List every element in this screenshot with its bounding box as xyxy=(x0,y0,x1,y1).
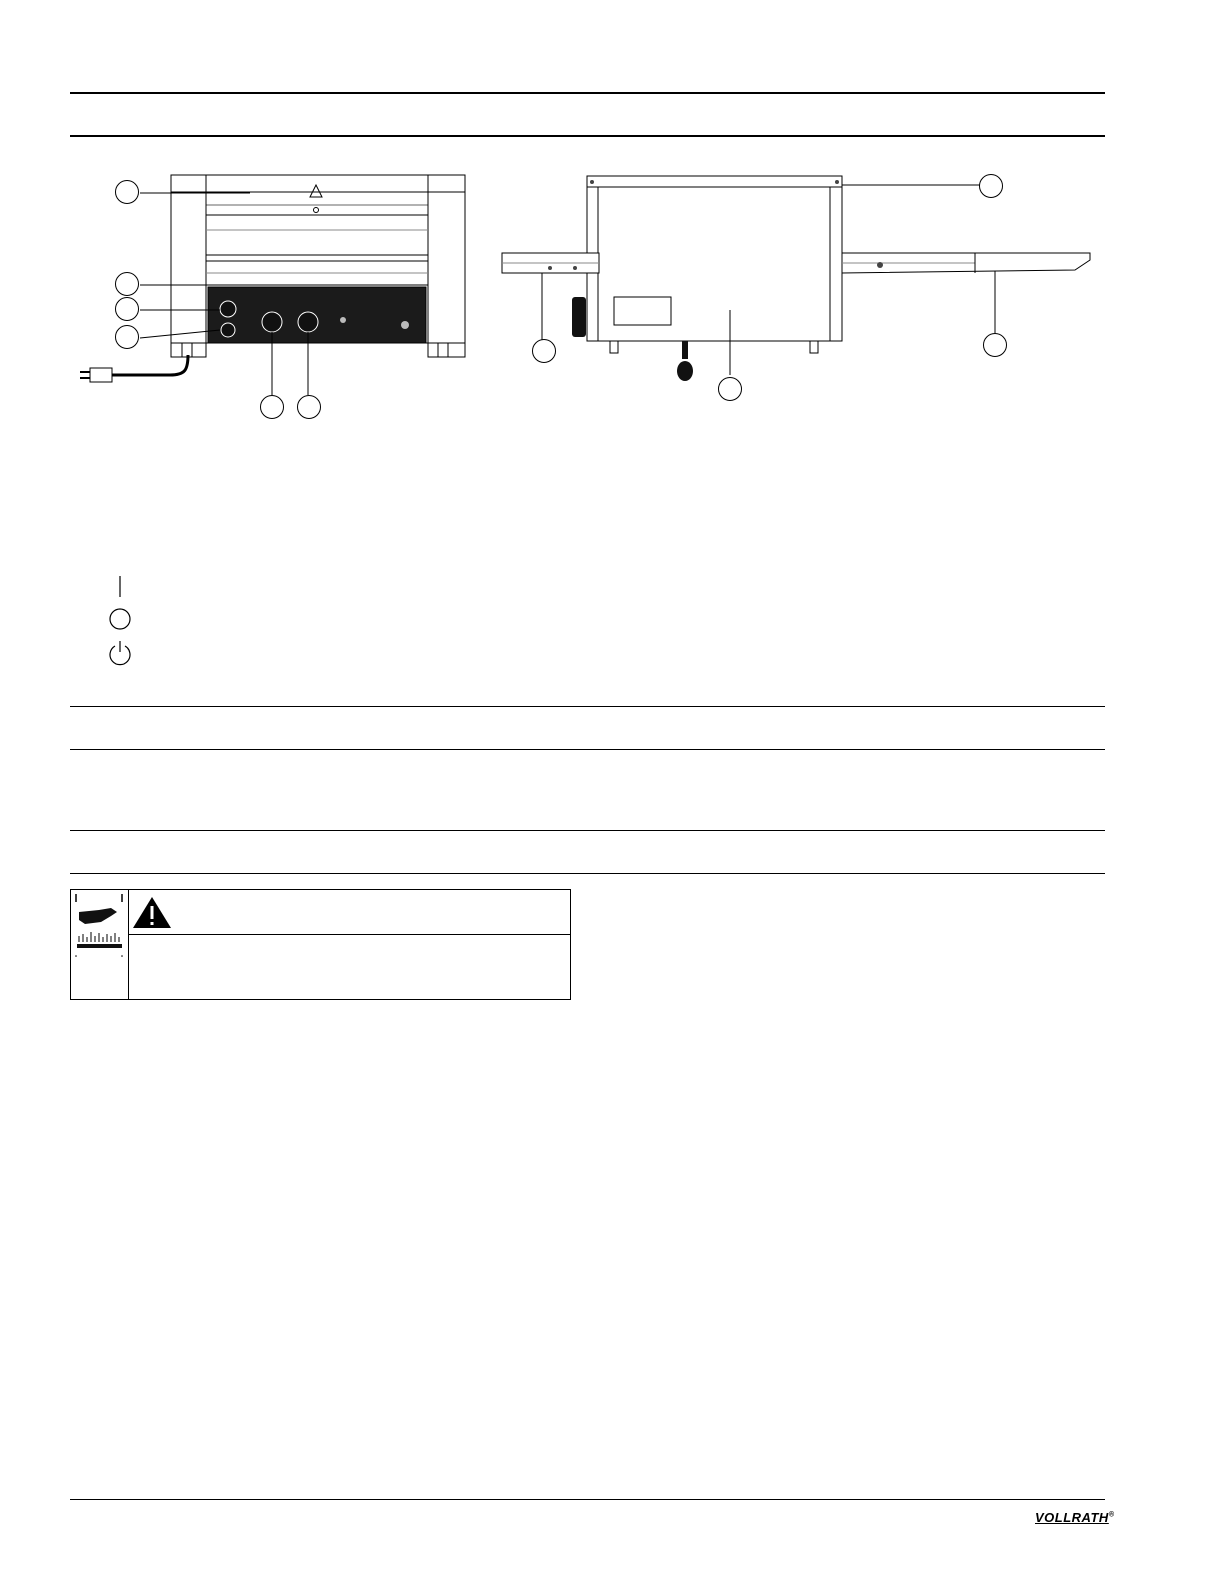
header-rule-top xyxy=(70,92,1105,94)
vollrath-logo: VOLLRATH® xyxy=(1035,1510,1115,1525)
warning-triangle-icon xyxy=(131,895,173,931)
section-rule-1 xyxy=(70,706,1105,707)
side-callout-3 xyxy=(718,377,742,401)
section-rule-4 xyxy=(70,873,1105,874)
side-callout-2 xyxy=(532,339,556,363)
front-callout-5 xyxy=(260,395,284,419)
front-callout-2 xyxy=(115,272,139,296)
warning-header xyxy=(129,890,570,935)
front-callout-3 xyxy=(115,297,139,321)
front-callout-6 xyxy=(297,395,321,419)
off-circle-icon xyxy=(109,608,133,632)
section-rule-3 xyxy=(70,830,1105,831)
header-rule-bottom xyxy=(70,135,1105,137)
warning-box xyxy=(70,889,571,1000)
on-line-icon xyxy=(110,575,130,601)
side-view-illustration xyxy=(490,165,1110,415)
footer-rule xyxy=(70,1499,1105,1500)
hot-surface-hand-icon xyxy=(71,890,127,990)
side-callout-4 xyxy=(983,333,1007,357)
side-callout-1 xyxy=(979,174,1003,198)
section-rule-2 xyxy=(70,749,1105,750)
front-callout-1 xyxy=(115,180,139,204)
standby-power-icon xyxy=(109,640,133,668)
front-callout-4 xyxy=(115,325,139,349)
warning-icon-panel xyxy=(71,890,129,999)
